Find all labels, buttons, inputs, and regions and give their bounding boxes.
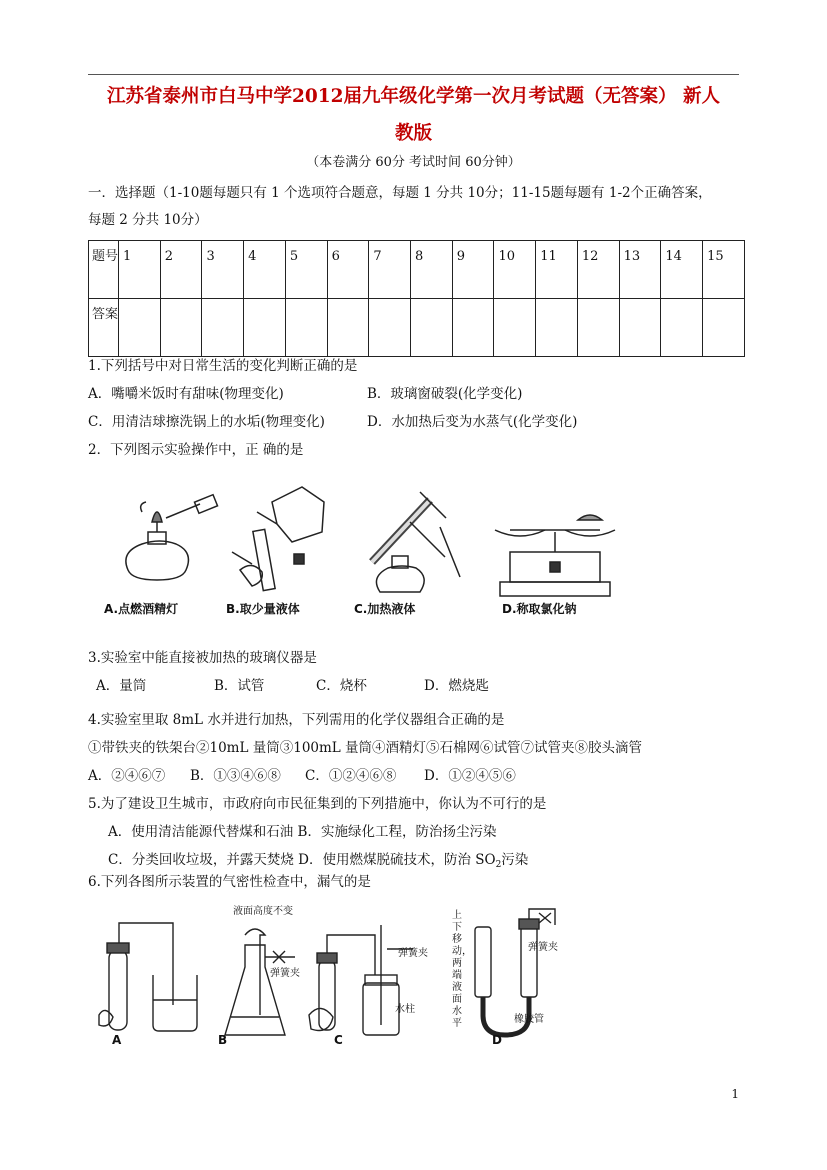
q3-option-d: D．燃烧匙 bbox=[424, 678, 489, 694]
alcohol-lamp-icon bbox=[126, 495, 218, 580]
q6-label-clamp-c: 弹簧夹 bbox=[398, 948, 428, 959]
q2-caption-b: B.取少量液体 bbox=[226, 602, 300, 616]
q1-option-d: D．水加热后变为水蒸气(化学变化) bbox=[367, 414, 578, 430]
answer-cell[interactable] bbox=[619, 299, 661, 357]
balance-scale-icon bbox=[495, 515, 615, 596]
table-cell-number: 10 bbox=[494, 241, 536, 299]
q5-stem: 5.为了建设卫生城市，市政府向市民征集到的下列措施中，你认为不可行的是 bbox=[88, 796, 547, 812]
q1-option-c: C．用清洁球擦洗锅上的水垢(物理变化) bbox=[88, 414, 325, 430]
table-row-question-numbers bbox=[89, 241, 745, 299]
table-row-answers bbox=[89, 299, 745, 357]
table-cell-number: 7 bbox=[369, 241, 411, 299]
q4-option-b: B．①③④⑥⑧ bbox=[190, 768, 281, 784]
answer-cell[interactable] bbox=[703, 299, 745, 357]
page-number: 1 bbox=[731, 1087, 739, 1101]
table-cell-number: 8 bbox=[411, 241, 453, 299]
q6-label-clamp-d: 弹簧夹 bbox=[528, 942, 558, 953]
q3-option-c: C．烧杯 bbox=[316, 678, 367, 694]
document-title-line2: 教版 bbox=[394, 123, 432, 144]
section1-instructions-2: 每题 2 分共 10分） bbox=[88, 212, 208, 228]
answer-cell[interactable] bbox=[577, 299, 619, 357]
apparatus-c-icon bbox=[309, 925, 413, 1035]
q6-label-move: 上下移动，两端液面水平 bbox=[452, 910, 472, 1029]
answer-cell[interactable] bbox=[369, 299, 411, 357]
section1-instructions-1: 一．选择题（1-10题每题只有 1 个选项符合题意，每题 1 分共 10分；11-15题每题有 1-2个正确答案， bbox=[88, 185, 712, 201]
apparatus-b-icon bbox=[225, 929, 295, 1035]
q4-option-d: D．①②④⑤⑥ bbox=[424, 768, 516, 784]
q6-label-water-column: 水柱 bbox=[395, 1004, 415, 1015]
q6-label-rubber-tube: 橡胶管 bbox=[514, 1014, 544, 1025]
q1-stem: 1.下列括号中对日常生活的变化判断正确的是 bbox=[88, 358, 358, 374]
table-cell-number: 11 bbox=[536, 241, 578, 299]
q2-caption-c: C.加热液体 bbox=[354, 602, 416, 616]
q6-label-liquid-level: 液面高度不变 bbox=[233, 906, 293, 917]
answer-cell[interactable] bbox=[327, 299, 369, 357]
q3-stem: 3.实验室中能直接被加热的玻璃仪器是 bbox=[88, 650, 317, 666]
q1-option-a: A．嘴嚼米饭时有甜味(物理变化) bbox=[88, 386, 284, 402]
table-header-answer: 答案 bbox=[89, 299, 119, 357]
q1-option-b: B．玻璃窗破裂(化学变化) bbox=[367, 386, 523, 402]
answer-cell[interactable] bbox=[244, 299, 286, 357]
answer-cell[interactable] bbox=[411, 299, 453, 357]
answer-cell[interactable] bbox=[494, 299, 536, 357]
answer-cell[interactable] bbox=[536, 299, 578, 357]
table-cell-number: 14 bbox=[661, 241, 703, 299]
q6-caption-a: A bbox=[112, 1033, 122, 1047]
pouring-liquid-icon bbox=[232, 487, 324, 591]
document-title-line1: 江苏省泰州市白马中学2012届九年级化学第一次月考试题（无答案） 新人 bbox=[107, 86, 720, 107]
table-cell-number: 15 bbox=[703, 241, 745, 299]
answer-table bbox=[88, 240, 745, 357]
answer-cell[interactable] bbox=[285, 299, 327, 357]
table-header-question: 题号 bbox=[89, 241, 119, 299]
answer-cell[interactable] bbox=[119, 299, 161, 357]
q5-subscript: 2 bbox=[495, 860, 502, 870]
table-cell-number: 4 bbox=[244, 241, 286, 299]
apparatus-a-icon bbox=[99, 923, 197, 1031]
q4-option-a: A．②④⑥⑦ bbox=[88, 768, 166, 784]
answer-cell[interactable] bbox=[452, 299, 494, 357]
table-cell-number: 1 bbox=[119, 241, 161, 299]
q4-stem: 4.实验室里取 8mL 水并进行加热，下列需用的化学仪器组合正确的是 bbox=[88, 712, 505, 728]
q5-options-cd-tail: 污染 bbox=[501, 852, 529, 868]
q3-option-b: B．试管 bbox=[214, 678, 265, 694]
table-cell-number: 3 bbox=[202, 241, 244, 299]
table-cell-number: 12 bbox=[577, 241, 619, 299]
header-rule bbox=[88, 74, 739, 75]
heating-test-tube-icon bbox=[372, 492, 460, 592]
q2-caption-d: D.称取氯化钠 bbox=[502, 602, 577, 616]
table-cell-number: 2 bbox=[160, 241, 202, 299]
q6-caption-c: C bbox=[334, 1033, 343, 1047]
q6-caption-b: B bbox=[218, 1033, 228, 1047]
answer-cell[interactable] bbox=[661, 299, 703, 357]
answer-cell[interactable] bbox=[160, 299, 202, 357]
q5-options-cd-text: C．分类回收垃圾，并露天焚烧 D．使用燃煤脱硫技术，防治 SO bbox=[108, 852, 496, 868]
table-cell-number: 9 bbox=[452, 241, 494, 299]
table-cell-number: 13 bbox=[619, 241, 661, 299]
q6-caption-d: D bbox=[492, 1033, 502, 1047]
q2-stem: 2．下列图示实验操作中，正 确的是 bbox=[88, 442, 304, 458]
q5-options-ab: A．使用清洁能源代替煤和石油 B．实施绿化工程，防治扬尘污染 bbox=[108, 824, 497, 840]
answer-cell[interactable] bbox=[202, 299, 244, 357]
q4-option-c: C．①②④⑥⑧ bbox=[305, 768, 397, 784]
exam-subtitle: （本卷满分 60分 考试时间 60分钟） bbox=[306, 155, 521, 170]
q2-caption-a: A.点燃酒精灯 bbox=[104, 602, 179, 616]
table-cell-number: 5 bbox=[285, 241, 327, 299]
q6-label-clamp-b: 弹簧夹 bbox=[270, 968, 300, 979]
q3-option-a: A．量筒 bbox=[96, 678, 147, 694]
table-cell-number: 6 bbox=[327, 241, 369, 299]
q4-items: ①带铁夹的铁架台②10mL 量筒③100mL 量筒④酒精灯⑤石棉网⑥试管⑦试管夹⑧胶头滴管 bbox=[88, 740, 643, 756]
q6-stem: 6.下列各图所示装置的气密性检查中，漏气的是 bbox=[88, 874, 371, 890]
